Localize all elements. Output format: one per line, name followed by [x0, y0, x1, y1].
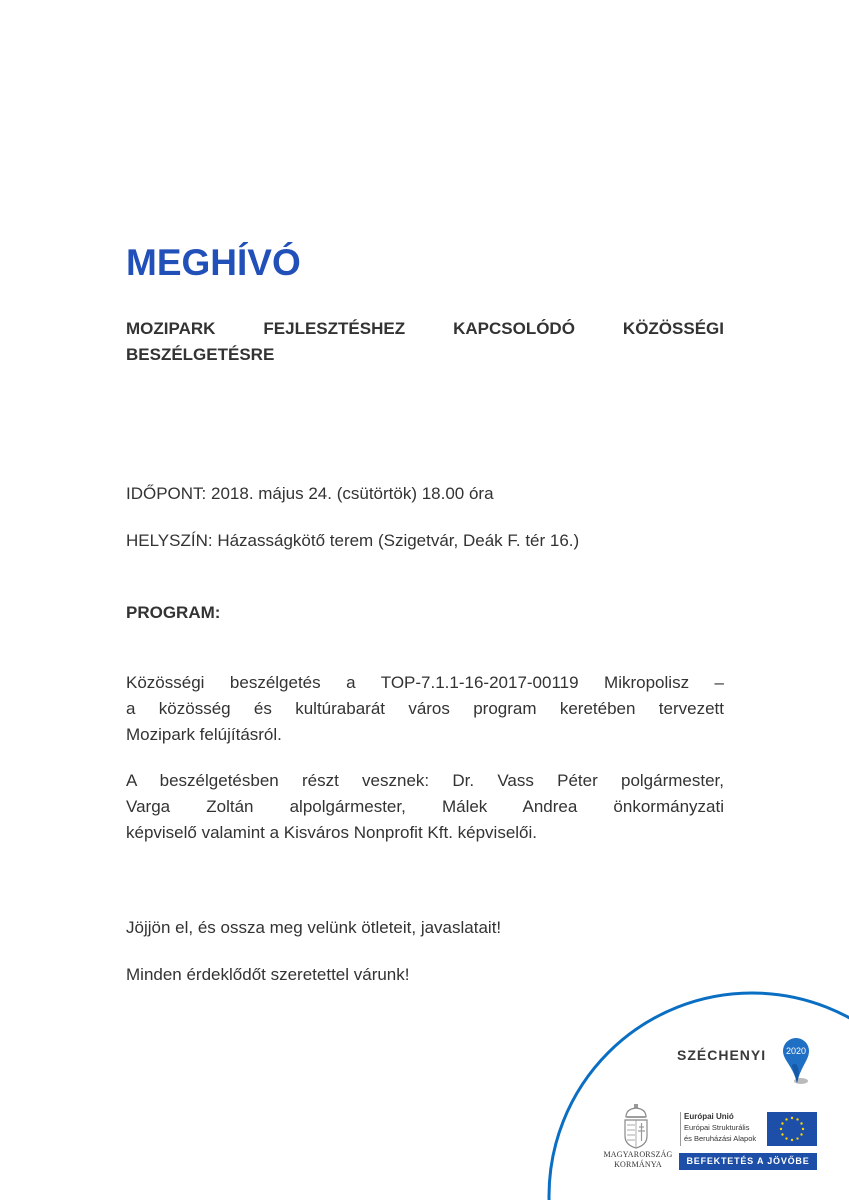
eu-star	[791, 1139, 793, 1141]
paragraph-line: képviselő valamint a Kisváros Nonprofit Kft. képviselői.	[126, 823, 538, 842]
invest-banner: BEFEKTETÉS A JÖVŐBE	[679, 1153, 817, 1170]
page-title: MEGHÍVÓ	[126, 242, 301, 283]
paragraph-line: Közösségi beszélgetés a TOP-7.1.1-16-2017-00119 Mikropolisz –	[126, 673, 724, 692]
eu-star	[800, 1133, 802, 1135]
eu-text	[684, 1111, 756, 1144]
closing-line-2: Minden érdeklődőt szeretettel várunk!	[126, 965, 410, 984]
government-label	[600, 1150, 676, 1170]
eu-title: Európai Unió	[684, 1112, 734, 1121]
event-location: HELYSZÍN: Házasságkötő terem (Szigetvár, Deák F. tér 16.)	[126, 531, 580, 550]
eu-star	[780, 1128, 782, 1130]
eu-line-1: Európai Strukturális	[684, 1123, 750, 1132]
government-line-1: MAGYARORSZÁG	[603, 1150, 673, 1159]
paragraph-line: A beszélgetésben részt vesznek: Dr. Vass Péter polgármester,	[126, 771, 724, 790]
closing-line-1: Jöjjön el, és ossza meg velünk ötleteit, javaslatait!	[126, 918, 502, 937]
government-line-2: KORMÁNYA	[614, 1160, 662, 1169]
eu-star	[796, 1118, 798, 1120]
paragraph-line: Mozipark felújításról.	[126, 725, 282, 744]
program-heading: PROGRAM:	[126, 603, 221, 622]
eu-star	[781, 1133, 783, 1135]
subtitle-line-2: BESZÉLGETÉSRE	[126, 345, 275, 364]
eu-star	[781, 1122, 783, 1124]
eu-star	[785, 1137, 787, 1139]
eu-divider	[680, 1112, 681, 1146]
eu-flag-icon	[767, 1112, 817, 1146]
eu-line-2: és Beruházási Alapok	[684, 1134, 757, 1143]
eu-stars	[767, 1112, 817, 1146]
paragraph-line: a közösség és kultúrabarát város program keretében tervezett	[126, 699, 724, 718]
subtitle-line-1: MOZIPARK FEJLESZTÉSHEZ KAPCSOLÓDÓ KÖZÖSSÉGI	[126, 319, 724, 338]
szechenyi-logo-text: SZÉCHENYI	[677, 1047, 767, 1063]
szechenyi-pin-icon	[781, 1036, 811, 1086]
szechenyi-year: 2020	[785, 1046, 807, 1056]
eu-star	[785, 1118, 787, 1120]
paragraph-line: Varga Zoltán alpolgármester, Málek Andrea önkormányzati	[126, 797, 724, 816]
eu-star	[800, 1122, 802, 1124]
eu-star	[791, 1117, 793, 1119]
hungarian-crest-icon	[621, 1103, 651, 1149]
event-time: IDŐPONT: 2018. május 24. (csütörtök) 18.00 óra	[126, 484, 494, 503]
eu-star	[796, 1137, 798, 1139]
eu-star	[802, 1128, 804, 1130]
